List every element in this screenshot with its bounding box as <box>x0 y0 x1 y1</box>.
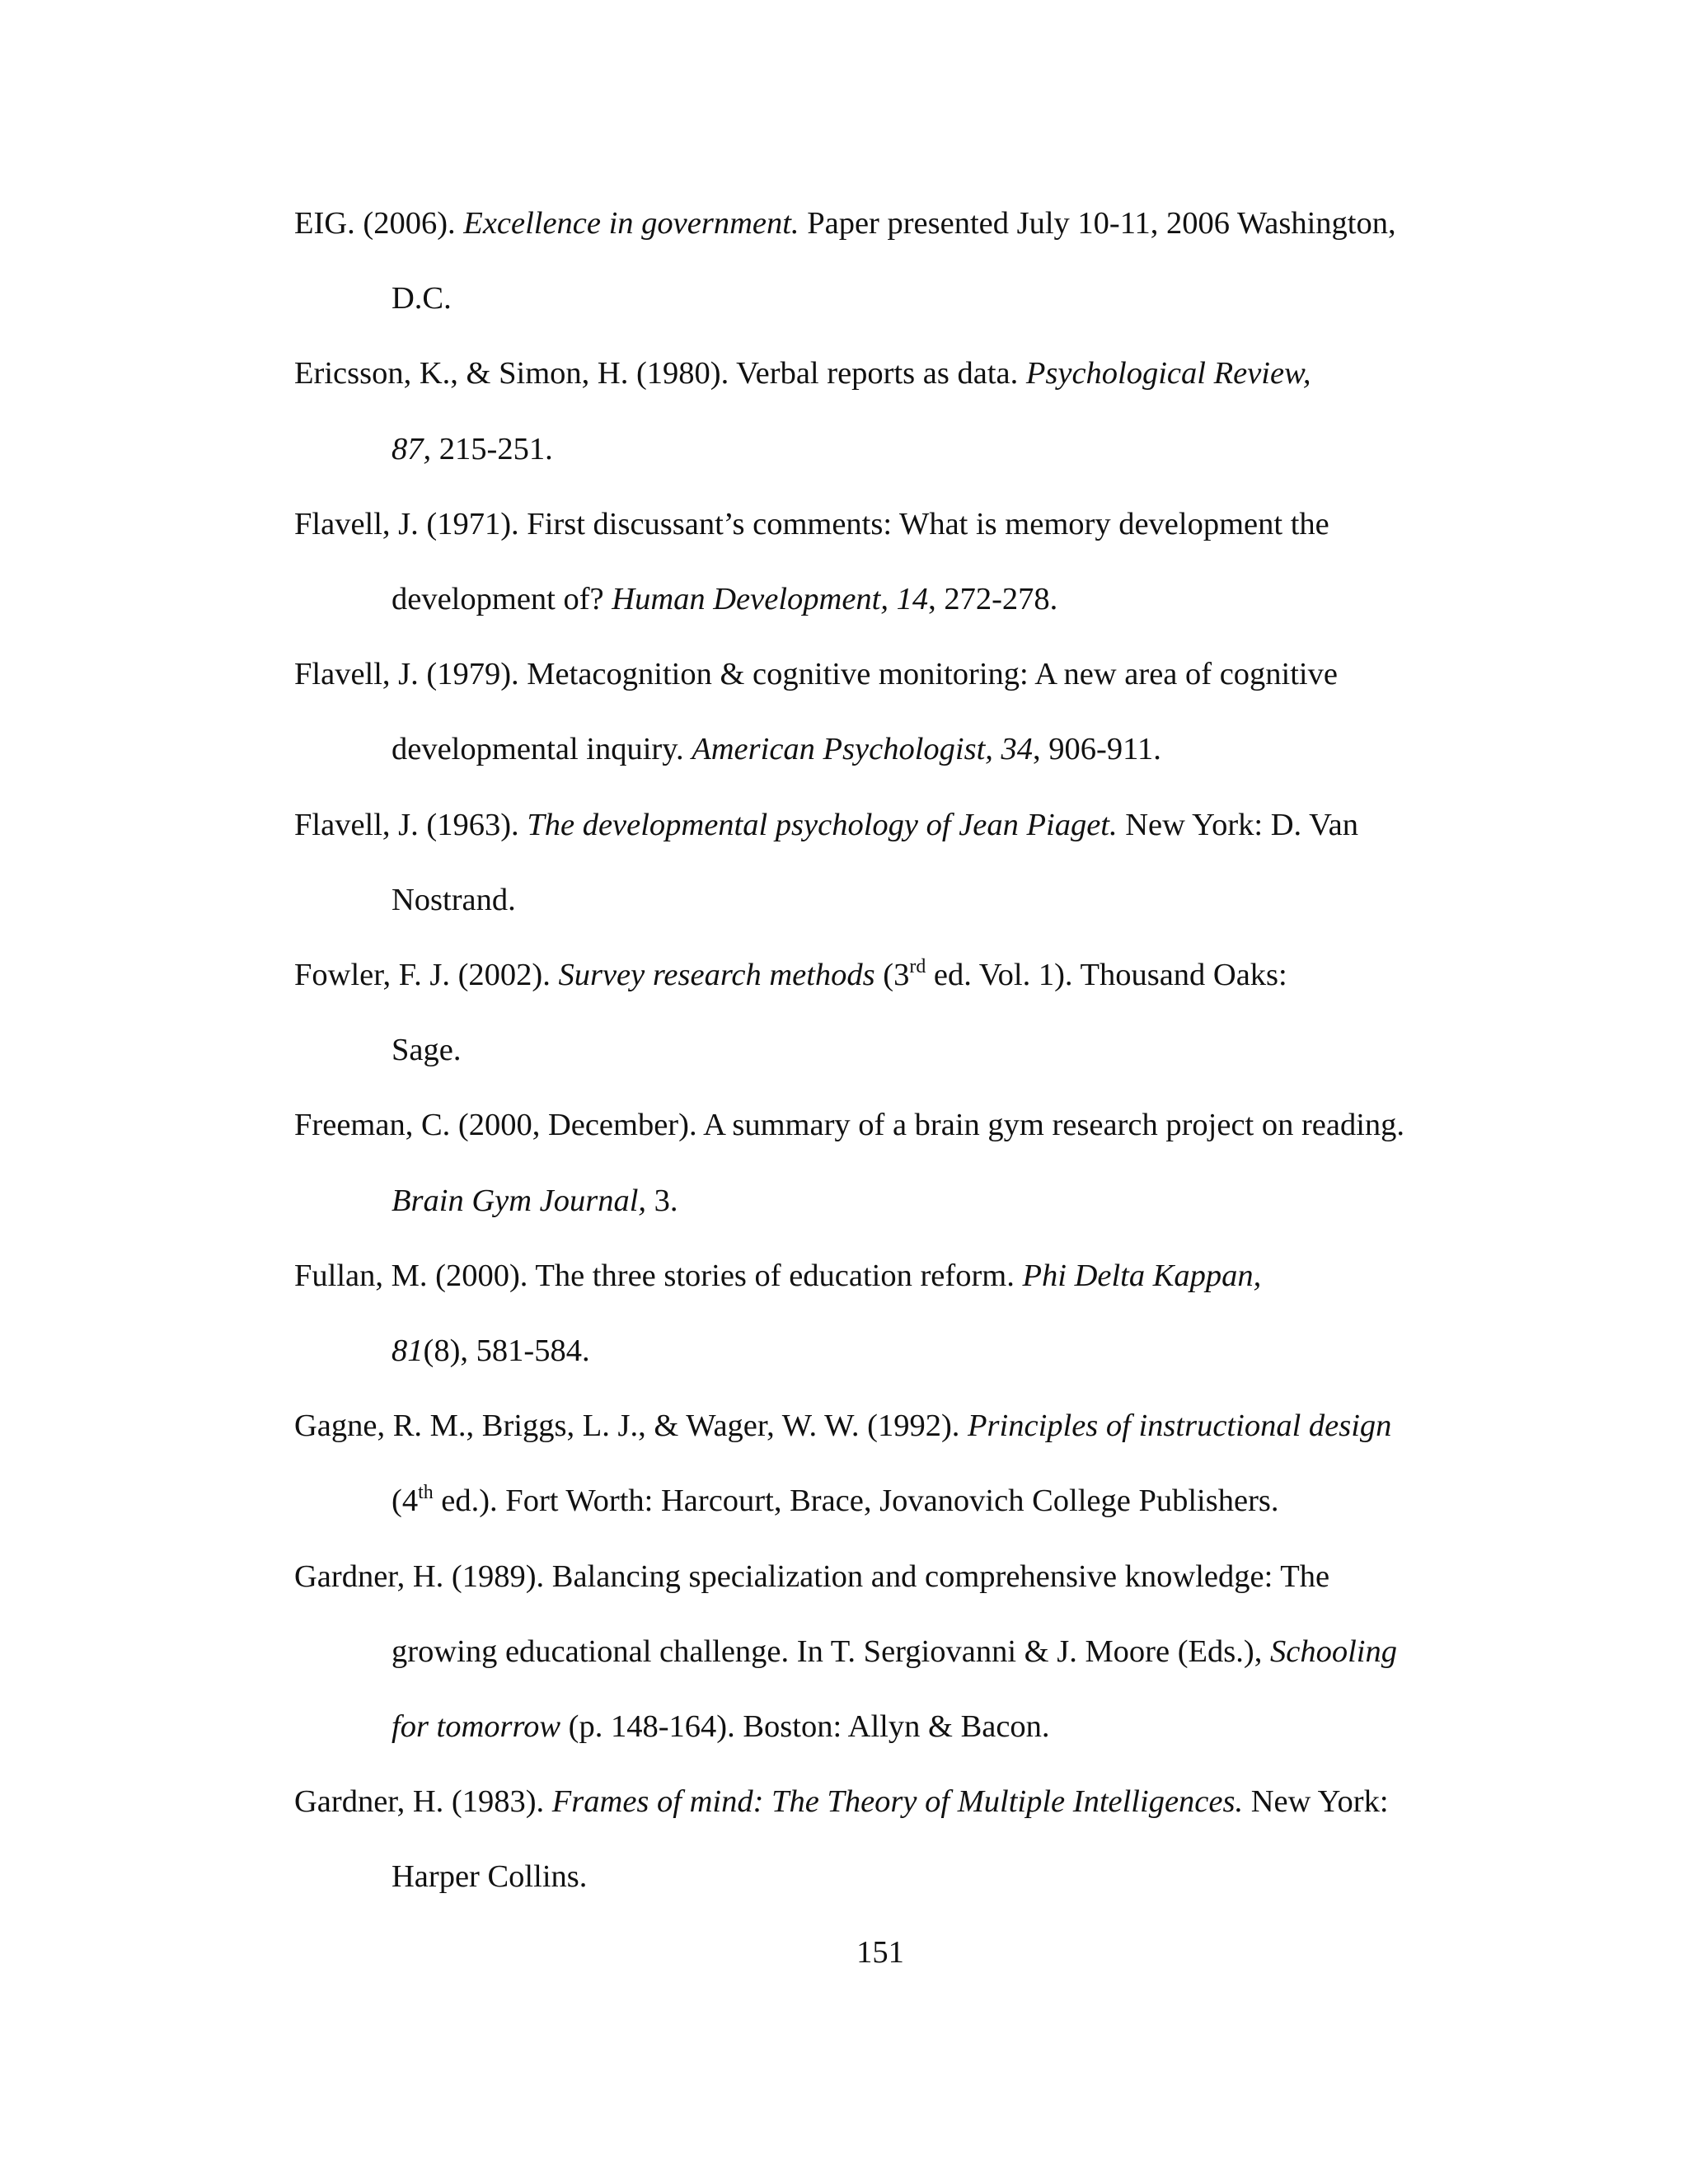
reference-entry: Fullan, M. (2000). The three stories of education reform. Phi Delta Kappan, 81(8), 581-584. <box>294 1258 1262 1369</box>
reference-entry: Flavell, J. (1963). The developmental psychology of Jean Piaget. New York: D. Van Nostrand. <box>294 807 1358 917</box>
reference-entry: Flavell, J. (1979). Metacognition & cognitive monitoring: A new area of cognitive developmental inquiry. American Psychologist, 34, 906-911. <box>294 657 1338 767</box>
reference-entry: Gagne, R. M., Briggs, L. J., & Wager, W. W. (1992). Principles of instructional design (4th ed.). Fort Worth: Harcourt, Brace, Jovanovich College Publishers. <box>294 1408 1392 1519</box>
reference-entry: Fowler, F. J. (2002). Survey research methods (3rd ed. Vol. 1). Thousand Oaks: Sage. <box>294 956 1287 1068</box>
reference-entry: Ericsson, K., & Simon, H. (1980). Verbal reports as data. Psychological Review, 87, 215-251. <box>294 356 1311 466</box>
reference-entry: Gardner, H. (1989). Balancing specialization and comprehensive knowledge: The growing educational challenge. In T. Sergiovanni & J. Moore (Eds.), Schooling for tomorrow (p. 148-164). Boston: Allyn & Bacon. <box>294 1558 1397 1745</box>
reference-entry: Freeman, C. (2000, December). A summary of a brain gym research project on reading. Brain Gym Journal, 3. <box>294 1108 1405 1218</box>
reference-entry: EIG. (2006). Excellence in government. Paper presented July 10-11, 2006 Washington, D.C. <box>294 206 1396 316</box>
page-number: 151 <box>856 1935 904 1970</box>
reference-entry: Flavell, J. (1971). First discussant’s comments: What is memory development the development of? Human Development, 14, 272-278. <box>294 506 1329 617</box>
reference-list <box>294 186 1473 1915</box>
reference-entry: Gardner, H. (1983). Frames of mind: The Theory of Multiple Intelligences. New York: Harper Collins. <box>294 1784 1389 1895</box>
